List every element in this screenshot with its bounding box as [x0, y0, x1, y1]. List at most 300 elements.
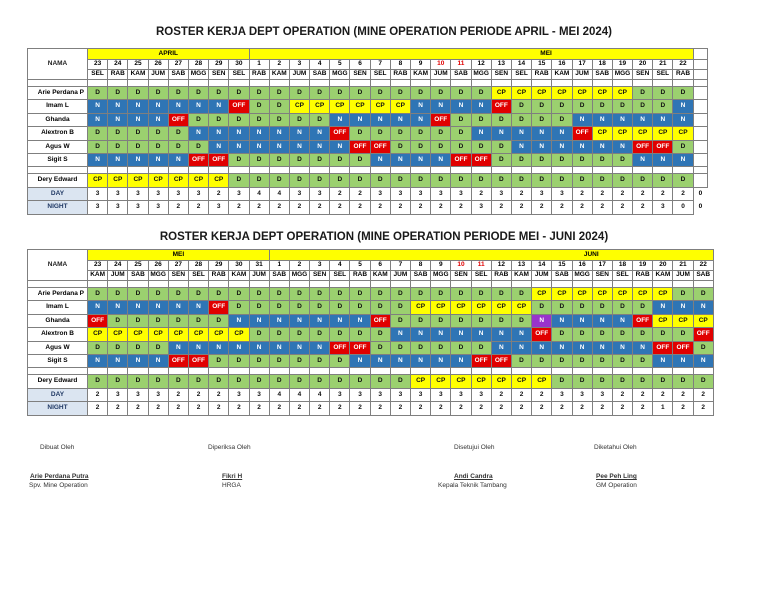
shift-cell: D	[350, 375, 370, 388]
day-total-value: 3	[128, 187, 148, 200]
shift-cell: D	[511, 314, 531, 327]
shift-cell: D	[693, 288, 713, 301]
shift-cell: D	[229, 288, 249, 301]
shift-cell: D	[229, 174, 249, 187]
night-total-value: 2	[188, 402, 208, 415]
shift-cell: N	[188, 100, 208, 113]
day-name: SAB	[168, 70, 188, 80]
day-total-value: 3	[451, 388, 471, 401]
night-total-value: 2	[612, 201, 632, 214]
day-number: 28	[188, 261, 208, 271]
shift-cell: OFF	[229, 100, 249, 113]
shift-cell: D	[411, 341, 431, 354]
shift-cell: N	[633, 153, 653, 166]
shift-cell: CP	[370, 100, 390, 113]
day-total-value: 4	[269, 187, 289, 200]
shift-cell: D	[350, 328, 370, 341]
shift-cell: N	[673, 301, 693, 314]
shift-cell: OFF	[633, 140, 653, 153]
shift-cell: D	[633, 328, 653, 341]
day-number: 4	[310, 60, 330, 70]
day-total-value: 3	[552, 388, 572, 401]
shift-cell: D	[88, 87, 108, 100]
shift-cell: N	[471, 328, 491, 341]
roster-title-2: ROSTER KERJA DEPT OPERATION (MINE OPERATION PERIODE MEI - JUNI 2024)	[159, 231, 609, 243]
shift-cell: D	[289, 288, 309, 301]
shift-cell: D	[552, 174, 572, 187]
shift-cell: CP	[532, 87, 552, 100]
day-total-value: 3	[572, 388, 592, 401]
shift-cell: N	[653, 113, 673, 126]
shift-cell: D	[471, 113, 491, 126]
shift-cell: D	[209, 87, 229, 100]
shift-cell: D	[511, 354, 531, 367]
shift-cell: N	[370, 153, 390, 166]
shift-cell: D	[612, 354, 632, 367]
shift-cell: D	[148, 314, 168, 327]
night-total-value: 3	[148, 201, 168, 214]
shift-cell: D	[209, 354, 229, 367]
day-name: SEN	[209, 70, 229, 80]
shift-cell: D	[269, 87, 289, 100]
shift-cell: D	[592, 301, 612, 314]
month-header: MEI	[249, 49, 693, 60]
shift-cell: D	[451, 140, 471, 153]
shift-cell: D	[310, 288, 330, 301]
shift-cell: D	[249, 174, 269, 187]
shift-cell: D	[471, 341, 491, 354]
shift-cell: D	[451, 341, 471, 354]
shift-cell: N	[491, 341, 511, 354]
shift-cell: D	[552, 113, 572, 126]
shift-cell: N	[612, 113, 632, 126]
day-number: 16	[572, 261, 592, 271]
shift-cell: D	[188, 140, 208, 153]
shift-cell: CP	[229, 328, 249, 341]
day-number: 30	[229, 261, 249, 271]
night-total-value: 2	[431, 201, 451, 214]
shift-cell: D	[168, 314, 188, 327]
shift-cell: D	[128, 314, 148, 327]
shift-cell: D	[289, 328, 309, 341]
day-total-value: 2	[612, 187, 632, 200]
shift-cell: OFF	[633, 314, 653, 327]
night-total-value: 2	[128, 402, 148, 415]
night-total-value: 3	[108, 201, 128, 214]
night-total-value: 3	[653, 201, 673, 214]
shift-cell: D	[188, 87, 208, 100]
night-total-value: 0	[673, 201, 693, 214]
shift-cell: CP	[612, 87, 632, 100]
shift-cell: N	[411, 328, 431, 341]
shift-cell: D	[633, 354, 653, 367]
shift-cell: D	[148, 140, 168, 153]
night-total-extra-value: 0	[693, 201, 707, 214]
shift-cell: D	[108, 288, 128, 301]
shift-cell: D	[128, 87, 148, 100]
shift-cell: CP	[431, 375, 451, 388]
day-number: 8	[390, 60, 410, 70]
shift-cell: D	[108, 127, 128, 140]
shift-cell: D	[168, 127, 188, 140]
shift-cell: D	[471, 314, 491, 327]
shift-cell: CP	[148, 328, 168, 341]
shift-cell: D	[249, 153, 269, 166]
day-total-value: 3	[108, 187, 128, 200]
shift-cell: N	[572, 140, 592, 153]
shift-cell: N	[431, 354, 451, 367]
day-name: MGG	[572, 271, 592, 281]
shift-cell: N	[289, 341, 309, 354]
day-total-value: 3	[88, 187, 108, 200]
day-name: RAB	[209, 271, 229, 281]
day-total-value: 2	[693, 388, 713, 401]
day-name: KAM	[128, 70, 148, 80]
shift-cell: CP	[552, 288, 572, 301]
shift-cell: D	[390, 87, 410, 100]
shift-cell: CP	[471, 375, 491, 388]
shift-cell: D	[612, 174, 632, 187]
shift-cell: OFF	[491, 354, 511, 367]
shift-cell: N	[673, 113, 693, 126]
shift-cell: D	[108, 314, 128, 327]
shift-cell: D	[370, 127, 390, 140]
shift-cell: N	[148, 113, 168, 126]
shift-cell: N	[693, 354, 713, 367]
shift-cell: D	[390, 288, 410, 301]
day-name: SAB	[411, 271, 431, 281]
shift-cell: D	[168, 375, 188, 388]
shift-cell: D	[310, 301, 330, 314]
shift-cell: D	[451, 314, 471, 327]
day-number: 12	[491, 261, 511, 271]
shift-cell: D	[209, 314, 229, 327]
shift-cell: N	[532, 127, 552, 140]
day-total-value: 3	[431, 388, 451, 401]
shift-cell: OFF	[168, 354, 188, 367]
night-total-value: 2	[411, 201, 431, 214]
shift-cell: N	[310, 314, 330, 327]
day-number: 12	[471, 60, 491, 70]
shift-cell: CP	[592, 87, 612, 100]
day-total-value: 3	[451, 187, 471, 200]
shift-cell: D	[229, 375, 249, 388]
day-total-value: 3	[411, 187, 431, 200]
shift-cell: N	[88, 354, 108, 367]
night-total-value: 2	[532, 402, 552, 415]
employee-name: Agus W	[28, 341, 88, 354]
shift-cell: OFF	[451, 153, 471, 166]
shift-cell: N	[411, 113, 431, 126]
shift-cell: N	[532, 341, 552, 354]
shift-cell: N	[471, 127, 491, 140]
shift-cell: N	[411, 153, 431, 166]
day-total-value: 3	[592, 388, 612, 401]
shift-cell: N	[552, 341, 572, 354]
shift-cell: CP	[168, 328, 188, 341]
shift-cell: CP	[471, 301, 491, 314]
employee-name: Agus W	[28, 140, 88, 153]
day-name: RAB	[390, 70, 410, 80]
day-name: JUM	[289, 70, 309, 80]
shift-cell: N	[471, 100, 491, 113]
shift-cell: CP	[128, 174, 148, 187]
shift-cell: D	[451, 87, 471, 100]
shift-cell: N	[511, 127, 531, 140]
shift-cell: D	[330, 375, 350, 388]
day-number: 25	[128, 261, 148, 271]
night-total-label: NIGHT	[28, 402, 88, 415]
day-name: KAM	[229, 271, 249, 281]
shift-cell: N	[350, 314, 370, 327]
day-number: 13	[491, 60, 511, 70]
shift-cell: N	[209, 100, 229, 113]
shift-cell: D	[511, 100, 531, 113]
shift-cell: D	[411, 314, 431, 327]
night-total-value: 2	[289, 402, 309, 415]
day-name: SEL	[471, 271, 491, 281]
shift-cell: N	[128, 153, 148, 166]
shift-cell: D	[552, 153, 572, 166]
shift-cell: CP	[592, 288, 612, 301]
shift-cell: D	[673, 288, 693, 301]
employee-name: Ghanda	[28, 314, 88, 327]
shift-cell: D	[88, 288, 108, 301]
night-total-value: 2	[592, 402, 612, 415]
shift-cell: D	[431, 174, 451, 187]
night-total-value: 2	[330, 201, 350, 214]
day-total-value: 2	[209, 388, 229, 401]
day-number: 27	[168, 60, 188, 70]
shift-cell: D	[451, 127, 471, 140]
shift-cell: D	[633, 87, 653, 100]
shift-cell: D	[310, 328, 330, 341]
day-name: MGG	[188, 70, 208, 80]
shift-cell: CP	[289, 100, 309, 113]
shift-cell: D	[209, 375, 229, 388]
shift-cell: D	[693, 375, 713, 388]
shift-cell: D	[572, 375, 592, 388]
night-total-value: 2	[411, 402, 431, 415]
day-total-value: 3	[310, 187, 330, 200]
shift-cell: D	[552, 301, 572, 314]
shift-cell: OFF	[330, 341, 350, 354]
day-number: 21	[653, 60, 673, 70]
shift-cell: D	[229, 301, 249, 314]
day-name: SEL	[229, 70, 249, 80]
shift-cell: N	[633, 113, 653, 126]
night-total-value: 2	[269, 402, 289, 415]
shift-cell: D	[88, 375, 108, 388]
signature-label-diketahui: Diketahui Oleh	[594, 444, 637, 451]
shift-cell: D	[168, 288, 188, 301]
shift-cell: D	[310, 87, 330, 100]
shift-cell: N	[451, 354, 471, 367]
shift-cell: N	[552, 140, 572, 153]
shift-cell: D	[511, 174, 531, 187]
day-number: 9	[431, 261, 451, 271]
shift-cell: D	[350, 127, 370, 140]
shift-cell: N	[390, 354, 410, 367]
shift-cell: D	[673, 140, 693, 153]
day-total-value: 3	[330, 388, 350, 401]
shift-cell: N	[431, 100, 451, 113]
shift-cell: N	[269, 140, 289, 153]
day-number: 21	[673, 261, 693, 271]
shift-cell: CP	[188, 174, 208, 187]
shift-cell: D	[390, 341, 410, 354]
night-total-value: 2	[350, 201, 370, 214]
day-total-value: 2	[612, 388, 632, 401]
night-total-value: 2	[491, 402, 511, 415]
day-name: KAM	[370, 271, 390, 281]
employee-name: Arie Perdana P	[28, 87, 88, 100]
night-total-value: 2	[633, 402, 653, 415]
shift-cell: D	[431, 140, 451, 153]
signature-name-diperiksa: Fikri H	[222, 473, 243, 480]
shift-cell: N	[168, 153, 188, 166]
shift-cell: D	[249, 87, 269, 100]
employee-name: Arie Perdana P	[28, 288, 88, 301]
shift-cell: CP	[148, 174, 168, 187]
day-total-value: 3	[552, 187, 572, 200]
shift-cell: D	[269, 153, 289, 166]
night-total-value: 2	[168, 201, 188, 214]
shift-cell: N	[592, 314, 612, 327]
shift-cell: CP	[88, 174, 108, 187]
shift-cell: D	[592, 375, 612, 388]
day-number: 22	[693, 261, 713, 271]
shift-cell: D	[390, 375, 410, 388]
shift-cell: D	[128, 375, 148, 388]
shift-cell: CP	[310, 100, 330, 113]
day-name: SAB	[693, 271, 713, 281]
shift-cell: N	[108, 301, 128, 314]
shift-cell: D	[633, 375, 653, 388]
shift-cell: D	[188, 375, 208, 388]
shift-cell: N	[431, 328, 451, 341]
day-name: KAM	[653, 271, 673, 281]
shift-cell: N	[511, 341, 531, 354]
shift-cell: D	[491, 153, 511, 166]
shift-cell: N	[88, 113, 108, 126]
shift-cell: D	[370, 341, 390, 354]
day-name: SAB	[310, 70, 330, 80]
day-name: JUM	[532, 271, 552, 281]
shift-cell: D	[511, 288, 531, 301]
shift-cell: D	[532, 113, 552, 126]
shift-cell: D	[249, 288, 269, 301]
day-number: 7	[390, 261, 410, 271]
shift-cell: CP	[511, 87, 531, 100]
shift-cell: D	[249, 100, 269, 113]
shift-cell: D	[350, 301, 370, 314]
day-number: 20	[633, 60, 653, 70]
shift-cell: D	[350, 153, 370, 166]
shift-cell: N	[370, 354, 390, 367]
day-name: MGG	[471, 70, 491, 80]
shift-cell: CP	[431, 301, 451, 314]
shift-cell: D	[471, 288, 491, 301]
day-number: 27	[168, 261, 188, 271]
night-total-value: 2	[491, 201, 511, 214]
day-total-value: 3	[188, 187, 208, 200]
shift-cell: D	[653, 375, 673, 388]
shift-cell: D	[148, 87, 168, 100]
day-name: JUM	[148, 70, 168, 80]
shift-cell: D	[633, 100, 653, 113]
day-name: KAM	[511, 271, 531, 281]
day-name: RAB	[350, 271, 370, 281]
day-total-value: 3	[148, 187, 168, 200]
shift-cell: D	[451, 288, 471, 301]
shift-cell: N	[209, 127, 229, 140]
shift-cell: D	[269, 113, 289, 126]
night-total-value: 2	[572, 201, 592, 214]
shift-cell: D	[269, 328, 289, 341]
day-number: 14	[532, 261, 552, 271]
shift-cell: CP	[350, 100, 370, 113]
day-number: 8	[411, 261, 431, 271]
shift-cell: OFF	[168, 113, 188, 126]
day-total-value: 2	[491, 388, 511, 401]
shift-cell: D	[471, 140, 491, 153]
shift-cell: N	[88, 153, 108, 166]
shift-cell: D	[188, 288, 208, 301]
night-total-value: 2	[168, 402, 188, 415]
day-number: 11	[471, 261, 491, 271]
signature-role-dibuat: Spv. Mine Operation	[29, 482, 88, 489]
shift-cell: CP	[693, 314, 713, 327]
day-number: 1	[249, 60, 269, 70]
day-total-value: 3	[370, 388, 390, 401]
shift-cell: D	[612, 301, 632, 314]
night-total-value: 2	[390, 402, 410, 415]
shift-cell: D	[612, 375, 632, 388]
shift-cell: D	[229, 113, 249, 126]
day-name: SEL	[612, 271, 632, 281]
shift-cell: N	[552, 314, 572, 327]
shift-cell: CP	[612, 288, 632, 301]
night-total-value: 2	[612, 402, 632, 415]
day-number: 23	[88, 261, 108, 271]
night-total-value: 2	[471, 402, 491, 415]
shift-cell: N	[88, 301, 108, 314]
shift-cell: CP	[491, 301, 511, 314]
employee-name: Imam L	[28, 301, 88, 314]
day-name: MGG	[148, 271, 168, 281]
day-name: JUM	[390, 271, 410, 281]
shift-cell: CP	[673, 314, 693, 327]
day-number: 19	[633, 261, 653, 271]
day-number: 26	[148, 261, 168, 271]
signature-label-dibuat: Dibuat Oleh	[40, 444, 75, 451]
shift-cell: D	[108, 87, 128, 100]
shift-cell: D	[370, 174, 390, 187]
shift-cell: D	[612, 328, 632, 341]
shift-cell: D	[350, 288, 370, 301]
shift-cell: D	[592, 100, 612, 113]
shift-cell: D	[592, 153, 612, 166]
shift-cell: D	[269, 174, 289, 187]
day-name: SEL	[370, 70, 390, 80]
day-number: 10	[451, 261, 471, 271]
shift-cell: N	[390, 153, 410, 166]
shift-cell: N	[612, 341, 632, 354]
shift-cell: D	[289, 174, 309, 187]
day-number: 11	[451, 60, 471, 70]
shift-cell: D	[269, 100, 289, 113]
